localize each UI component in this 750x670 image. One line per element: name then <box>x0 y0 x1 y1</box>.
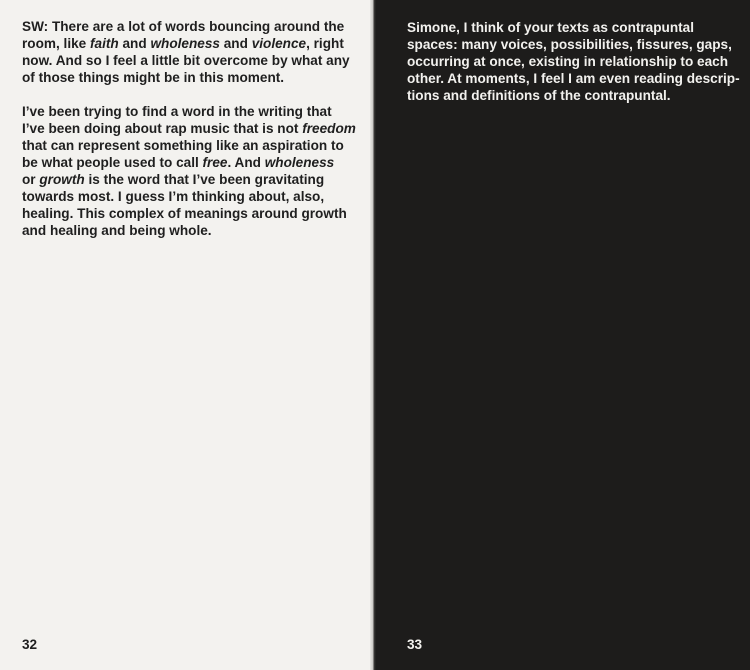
paragraph <box>22 103 358 239</box>
text-run: , right <box>306 36 344 51</box>
italic-text-run: freedom <box>302 121 356 136</box>
text-line <box>22 52 358 69</box>
text-line <box>22 18 358 35</box>
text-run: other. At moments, I feel I am even reading descrip- <box>407 71 740 86</box>
paragraph <box>407 19 740 104</box>
italic-text-run: wholeness <box>150 36 220 51</box>
text-run: and <box>219 36 252 51</box>
text-run: is the word that I’ve been gravitating <box>84 172 325 187</box>
text-run: occurring at once, existing in relationship to each <box>407 54 729 69</box>
text-line <box>22 137 358 154</box>
italic-text-run: violence <box>251 36 307 51</box>
text-run: now. And so I feel a little bit overcome by what any <box>22 53 350 68</box>
right-page-number: 33 <box>407 637 423 652</box>
text-line <box>22 171 358 188</box>
italic-text-run: faith <box>90 36 119 51</box>
text-run: of those things might be in this moment. <box>22 70 285 85</box>
right-page <box>376 0 750 670</box>
text-line <box>407 36 737 53</box>
text-line <box>22 69 358 86</box>
text-run: be what people used to call <box>22 155 203 170</box>
text-line <box>407 87 737 104</box>
italic-text-run: growth <box>39 172 85 187</box>
text-line <box>22 154 358 171</box>
text-run: I’ve been trying to find a word in the writing that <box>22 104 332 119</box>
italic-text-run: wholeness <box>264 155 335 170</box>
text-run: and <box>118 36 151 51</box>
text-run: spaces: many voices, possibilities, fissures, gaps, <box>407 37 732 52</box>
text-run: or <box>22 172 40 187</box>
text-run: Simone, I think of your texts as contrapuntal <box>407 20 695 35</box>
text-run: I’ve been doing about rap music that is not <box>22 121 303 136</box>
text-run: room, like <box>22 36 90 51</box>
text-run: . And <box>227 155 265 170</box>
text-line <box>22 205 358 222</box>
italic-text-run: free <box>202 155 228 170</box>
text-run: that can represent something like an aspiration to <box>22 138 344 153</box>
text-run: SW: There are a lot of words bouncing around the <box>22 19 345 34</box>
text-line <box>407 70 740 87</box>
left-page-number: 32 <box>22 637 38 652</box>
text-line <box>407 19 737 36</box>
text-run: tions and definitions of the contrapuntal. <box>407 88 671 103</box>
text-line <box>22 222 358 239</box>
left-page-text <box>22 18 358 239</box>
text-run: and healing and being whole. <box>22 223 212 238</box>
text-run: healing. This complex of meanings around growth <box>22 206 347 221</box>
paragraph <box>22 18 358 86</box>
right-page-text <box>407 19 740 104</box>
text-line <box>22 103 358 120</box>
text-line <box>407 53 737 70</box>
text-run: towards most. I guess I’m thinking about, also, <box>22 189 325 204</box>
text-line <box>22 35 358 52</box>
left-page <box>0 0 372 670</box>
text-line <box>22 188 358 205</box>
text-line <box>22 120 358 137</box>
